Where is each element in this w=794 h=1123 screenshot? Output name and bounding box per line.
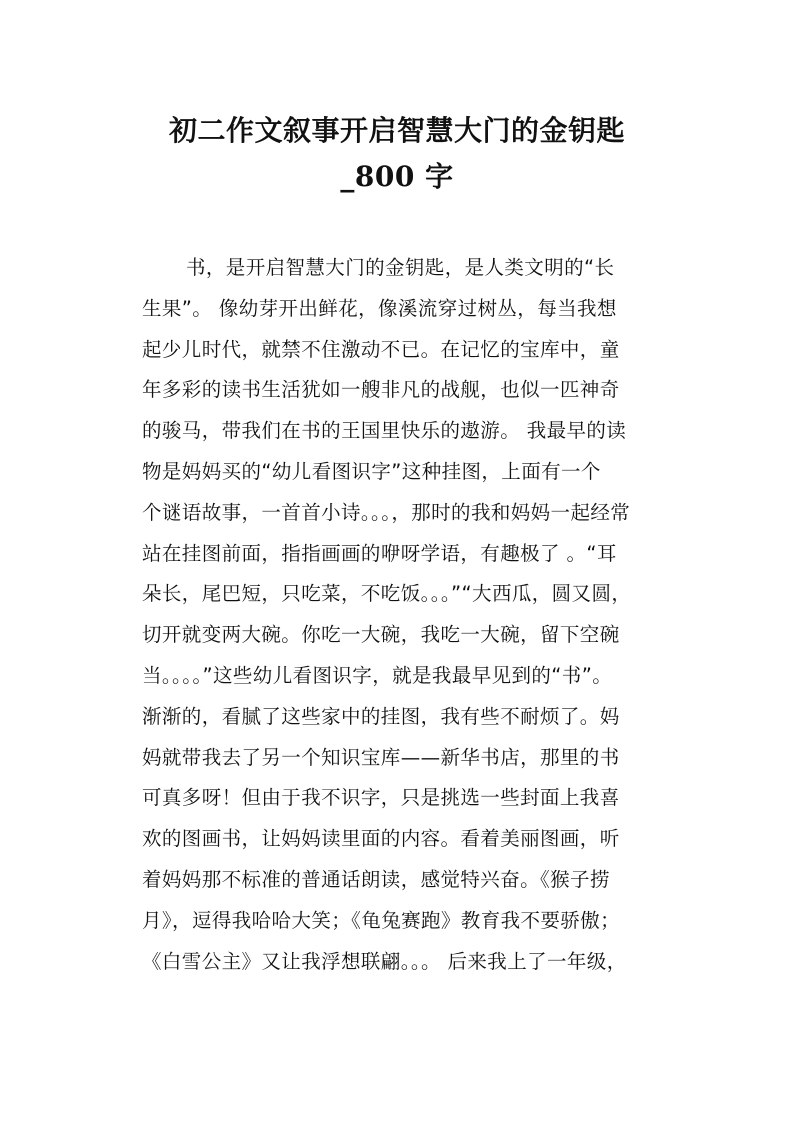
body-line: 可真多呀！但由于我不识字，只是挑选一些封面上我喜 — [142, 786, 620, 810]
body-line: 着妈妈那不标准的普通话朗读，感觉特兴奋。《猴子捞 — [142, 867, 610, 891]
body-line: 的骏马，带我们在书的王国里快乐的遨游。 我最早的读 — [142, 419, 627, 443]
body-line: 起少儿时代，就禁不住激动不已。在记忆的宝库中，童 — [142, 337, 620, 361]
body-line: 书，是开启智慧大门的金钥匙，是人类文明的“长 — [186, 256, 615, 279]
essay-body — [142, 248, 670, 982]
body-line: 《白雪公主》又让我浮想联翩。。。 后来我上了一年级， — [142, 949, 627, 973]
body-line: 个谜语故事，一首首小诗。。。，那时的我和妈妈一起经常 — [142, 500, 631, 524]
body-line: 妈就带我去了另一个知识宝库——新华书店，那里的书 — [142, 745, 620, 769]
title-line-2: _800 字 — [340, 160, 454, 193]
body-line: 站在挂图前面，指指画画的咿呀学语，有趣极了 。“耳 — [142, 541, 617, 565]
body-line: 欢的图画书，让妈妈读里面的内容。看着美丽图画，听 — [142, 827, 620, 851]
body-line: 年多彩的读书生活犹如一艘非凡的战舰，也似一匹神奇 — [142, 378, 620, 402]
title-line-1: 初二作文叙事开启智慧大门的金钥匙 — [168, 114, 625, 147]
body-line: 物是妈妈买的“幼儿看图识字”这种挂图，上面有一个 — [142, 459, 601, 483]
document-title — [0, 108, 794, 200]
body-line: 月》，逗得我哈哈大笑；《龟兔赛跑》教育我不要骄傲； — [142, 908, 621, 932]
body-line: 朵长，尾巴短，只吃菜，不吃饭。。。”“大西瓜，圆又圆， — [142, 582, 632, 606]
body-line: 当。。。。”这些幼儿看图识字，就是我最早见到的“书”。 — [142, 663, 613, 687]
body-line: 切开就变两大碗。你吃一大碗，我吃一大碗，留下空碗 — [142, 623, 620, 647]
body-line: 生果”。 像幼芽开出鲜花，像溪流穿过树丛，每当我想 — [142, 296, 617, 320]
body-line: 渐渐的，看腻了这些家中的挂图，我有些不耐烦了。妈 — [142, 704, 620, 728]
